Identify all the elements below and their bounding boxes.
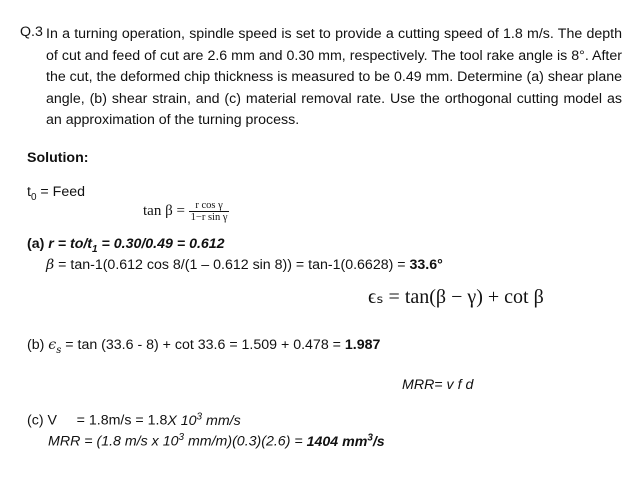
tan-beta-formula: tan β = $\frac{\text{r cos γ}}{\text{1−r sin γ}}$ <box>143 200 228 223</box>
part-b-line: (b) $\epsilon_s = \tan (33.6 - 8) + \cot 33.6 = 1.509 + 0.478 = 1.987$ <box>27 337 381 356</box>
shear-strain-formula: ϵₛ = tan(β − γ) + cot β <box>368 286 544 308</box>
question <box>20 24 622 132</box>
t0-line: $t_0$ = Feed <box>27 184 85 203</box>
part-c-line: (c) V = 1.8m/s = 1.8X $10^3$ mm/s <box>27 411 241 429</box>
question-text: In a turning operation, spindle speed is set to provide a cutting speed of 1.8 m/s. The depth of cut and feed of cut are 2.6 mm and 0.30 mm, respectively. The tool rake angle is 8°. After the cut, the deformed chip thickness is measured to be 0.49 mm. Determine (a) shear plane angle, (b) shear strain, and (c) material removal rate. Use the orthogonal cutting model as an approximation of the turning process. <box>46 26 622 129</box>
mrr-line: MRR = (1.8 m/s x $10^3$ mm/m)(0.3)(2.6) = 1404 $mm^3/s$ <box>48 432 385 450</box>
question-label: Q.3 <box>20 24 43 40</box>
part-a-line: (a) $r = to/t_1 = 0.30/0.49 = 0.612$ <box>27 236 225 255</box>
mrr-formula: MRR= v f d <box>402 377 474 393</box>
beta-line: β = tan-1(0.612 cos 8/(1 – 0.612 sin 8)) = tan-1(0.6628) = 33.6° <box>46 257 443 273</box>
solution-heading: Solution: <box>27 150 89 166</box>
